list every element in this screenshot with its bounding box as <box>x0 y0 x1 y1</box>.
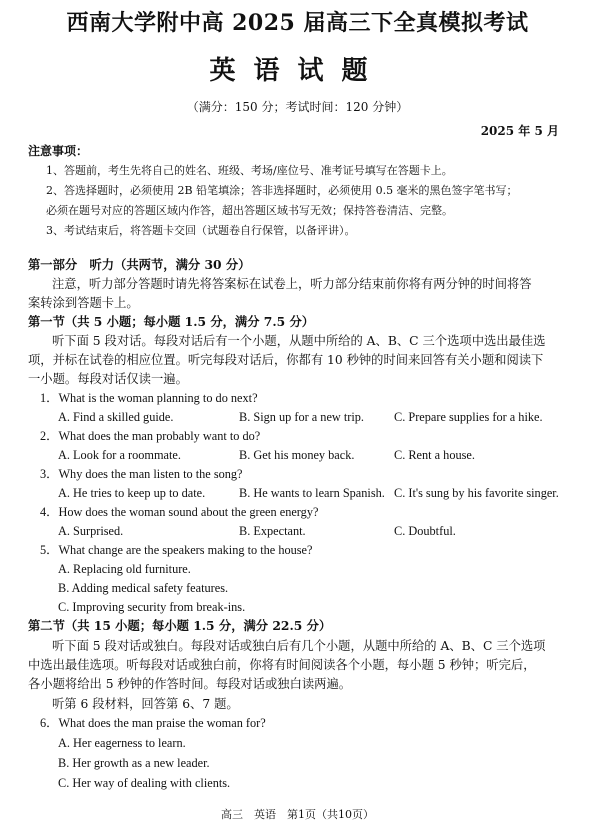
option-b: B. Sign up for a new trip. <box>239 410 365 424</box>
option-a: A. Look for a roommate. <box>58 448 181 462</box>
notice-item: 1、答题前，考生先将自己的姓名、班级、考场/座位号、准考证号填写在答题卡上。 <box>46 164 453 177</box>
option-a: A. Surprised. <box>58 524 124 538</box>
notice-item: 必须在题号对应的答题区域内作答，超出答题区域书写无效；保持答卷清洁、完整。 <box>46 204 453 217</box>
school-title: 西南大学附中高 2025 届高三下全真模拟考试 <box>66 10 529 36</box>
option-b: B. Her growth as a new leader. <box>58 756 210 770</box>
section2-instruction: 听下面 5 段对话或独白。每段对话或独白后有几个小题，从题中所给的 A、B、C 三个选项 <box>52 639 546 653</box>
option-a: A. Find a skilled guide. <box>58 410 174 424</box>
subject-title: 英语试题 <box>209 56 386 86</box>
material-instruction: 听第 6 段材料，回答第 6、7 题。 <box>52 697 239 711</box>
part1-note-line: 案转涂到答题卡上。 <box>28 296 139 310</box>
exam-info: （满分：150 分；考试时间：120 分钟） <box>186 100 409 114</box>
notice-list <box>46 161 571 241</box>
option-b: B. Get his money back. <box>239 448 355 462</box>
option-a: A. Her eagerness to learn. <box>58 736 186 750</box>
section1-instruction: 项，并标在试卷的相应位置。听完每段对话后，你都有 10 秒钟的时间来回答有关小题和阅读下 <box>28 353 544 367</box>
question-stem: 5．What change are the speakers making to the house? <box>40 543 313 557</box>
section2-title: 第二节（共 15 小题；每小题 1.5 分，满分 22.5 分） <box>28 618 332 633</box>
option-b: B. He wants to learn Spanish. <box>239 486 385 500</box>
option-b: B. Expectant. <box>239 524 306 538</box>
section1-instruction: 一小题。每段对话仅读一遍。 <box>28 372 188 386</box>
section1-title: 第一节（共 5 小题；每小题 1.5 分，满分 7.5 分） <box>28 314 315 329</box>
option-c: C. Improving security from break-ins. <box>58 600 246 614</box>
section2-instruction: 各小题将给出 5 秒钟的作答时间。每段对话或独白读两遍。 <box>28 677 352 691</box>
section2-instruction: 中选出最佳选项。听每段对话或独白前，你将有时间阅读各个小题，每小题 5 秒钟；听完后， <box>28 658 536 672</box>
option-c: C. Prepare supplies for a hike. <box>394 410 543 424</box>
part1-title: 第一部分 听力（共两节，满分 30 分） <box>28 257 251 272</box>
exam-date: 2025 年 5 月 <box>480 124 559 138</box>
option-c: C. Rent a house. <box>394 448 475 462</box>
option-c: C. It's sung by his favorite singer. <box>394 486 559 500</box>
option-a: A. Replacing old furniture. <box>58 562 191 576</box>
page-footer: 高三 英语 第1页（共10页） <box>221 808 374 821</box>
option-c: C. Doubtful. <box>394 524 456 538</box>
notice-item: 2、答选择题时，必须使用 2B 铅笔填涂；答非选择题时，必须使用 0.5 毫米的黑色签字笔书写； <box>46 184 518 197</box>
question-stem: 2．What does the man probably want to do? <box>40 429 261 443</box>
option-c: C. Her way of dealing with clients. <box>58 776 231 790</box>
section1-instruction: 听下面 5 段对话。每段对话后有一个小题，从题中所给的 A、B、C 三个选项中选出最佳选 <box>52 334 546 348</box>
option-b: B. Adding medical safety features. <box>58 581 229 595</box>
notice-heading: 注意事项： <box>28 144 89 158</box>
option-a: A. He tries to keep up to date. <box>58 486 206 500</box>
question-stem: 6．What does the man praise the woman for? <box>40 716 266 730</box>
question-stem: 1．What is the woman planning to do next? <box>40 391 258 405</box>
question-stem: 3．Why does the man listen to the song? <box>40 467 243 481</box>
notice-item: 3、考试结束后，将答题卡交回（试题卷自行保管，以备评讲）。 <box>46 224 356 237</box>
part1-note-line: 注意，听力部分答题时请先将答案标在试卷上，听力部分结束前你将有两分钟的时间将答 <box>52 277 532 291</box>
question-stem: 4．How does the woman sound about the green energy? <box>40 505 319 519</box>
